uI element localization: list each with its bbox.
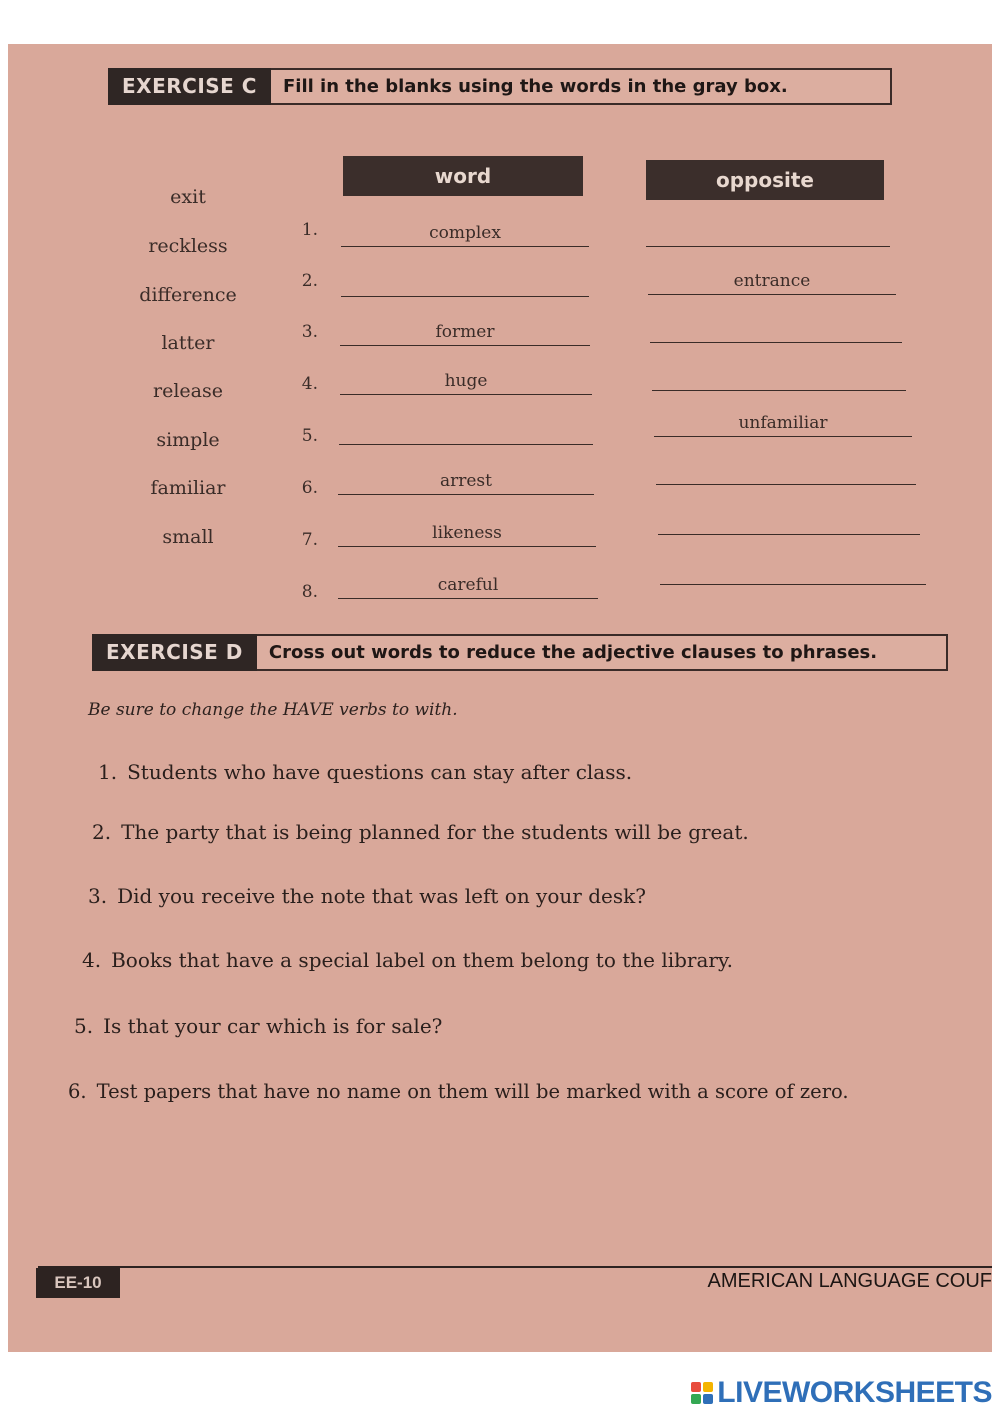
- exercise-d-label: EXERCISE D: [92, 634, 257, 671]
- row-number: 4.: [301, 374, 318, 394]
- sentence-text: The party that is being planned for the students will be great.: [121, 820, 749, 844]
- word-answer-field[interactable]: [341, 270, 589, 297]
- column-header-word: word: [343, 156, 583, 196]
- word-answer-field[interactable]: [338, 468, 594, 495]
- opposite-answer-field[interactable]: [656, 458, 916, 485]
- sentence-text: Books that have a special label on them belong to the library.: [111, 948, 733, 972]
- sentence-text: Did you receive the note that was left on your desk?: [117, 884, 646, 908]
- word-answer-field[interactable]: [338, 572, 598, 599]
- footer-rule: [38, 1266, 992, 1268]
- exercise-c-header: [108, 68, 892, 105]
- sentence-text: Students who have questions can stay after class.: [127, 760, 633, 784]
- sentence-text: Test papers that have no name on them will be marked with a score of zero.: [96, 1080, 849, 1103]
- row-number: 5.: [301, 426, 318, 446]
- liveworksheets-logo-icon: [691, 1382, 713, 1404]
- sentence-number: 4.: [82, 948, 102, 972]
- opposite-answer-field[interactable]: [658, 508, 920, 535]
- exercise-d-hint: Be sure to change the HAVE verbs to with.: [88, 700, 458, 720]
- exercise-d-instruction: Cross out words to reduce the adjective clauses to phrases.: [257, 634, 948, 671]
- gray-box-word: latter: [161, 332, 215, 354]
- row-number: 3.: [301, 322, 318, 342]
- gray-box-word: exit: [170, 186, 206, 208]
- sentence-number: 3.: [88, 884, 108, 908]
- sentence-number: 1.: [98, 760, 118, 784]
- word-answer-field[interactable]: [338, 520, 596, 547]
- page-number-tag: EE-10: [36, 1268, 120, 1298]
- sentence-text: Is that your car which is for sale?: [103, 1014, 443, 1038]
- sentence-item[interactable]: [98, 760, 632, 784]
- opposite-answer-field[interactable]: [652, 364, 906, 391]
- opposite-answer-field[interactable]: [654, 410, 912, 437]
- sentence-number: 5.: [74, 1014, 94, 1038]
- row-number: 7.: [301, 530, 318, 550]
- sentence-number: 2.: [92, 820, 112, 844]
- worksheet-page: [8, 44, 992, 1352]
- opposite-answer-field[interactable]: [650, 316, 902, 343]
- gray-box-word: simple: [156, 429, 220, 451]
- exercise-c-label: EXERCISE C: [108, 68, 271, 105]
- gray-box-word: reckless: [148, 235, 228, 257]
- gray-box-word: small: [162, 526, 214, 548]
- series-title: AMERICAN LANGUAGE COUF: [707, 1270, 992, 1292]
- row-number: 8.: [301, 582, 318, 602]
- gray-box-word: release: [153, 380, 223, 402]
- word-answer-field[interactable]: [341, 220, 589, 247]
- word-answer-field[interactable]: [340, 368, 592, 395]
- opposite-answer-field[interactable]: [648, 268, 896, 295]
- word-answer-field[interactable]: [340, 319, 590, 346]
- word-answer-field[interactable]: [339, 418, 593, 445]
- opposite-answer-field[interactable]: [646, 220, 890, 247]
- exercise-d-header: [92, 634, 948, 671]
- sentence-item[interactable]: [82, 948, 733, 972]
- exercise-c-instruction: Fill in the blanks using the words in the gray box.: [271, 68, 892, 105]
- brand-name: LIVEWORKSHEETS: [717, 1376, 992, 1409]
- row-number: 6.: [301, 478, 318, 498]
- liveworksheets-brand: [691, 1376, 992, 1410]
- gray-box-word: difference: [139, 284, 237, 306]
- sentence-item[interactable]: [92, 820, 749, 844]
- sentence-number: 6.: [68, 1080, 87, 1103]
- sentence-item[interactable]: [74, 1014, 442, 1038]
- sentence-item[interactable]: [68, 1080, 849, 1103]
- row-number: 1.: [301, 220, 318, 240]
- sentence-item[interactable]: [88, 884, 646, 908]
- column-header-opposite: opposite: [646, 160, 884, 200]
- row-number: 2.: [301, 271, 318, 291]
- opposite-answer-field[interactable]: [660, 558, 926, 585]
- gray-box-word: familiar: [150, 477, 226, 499]
